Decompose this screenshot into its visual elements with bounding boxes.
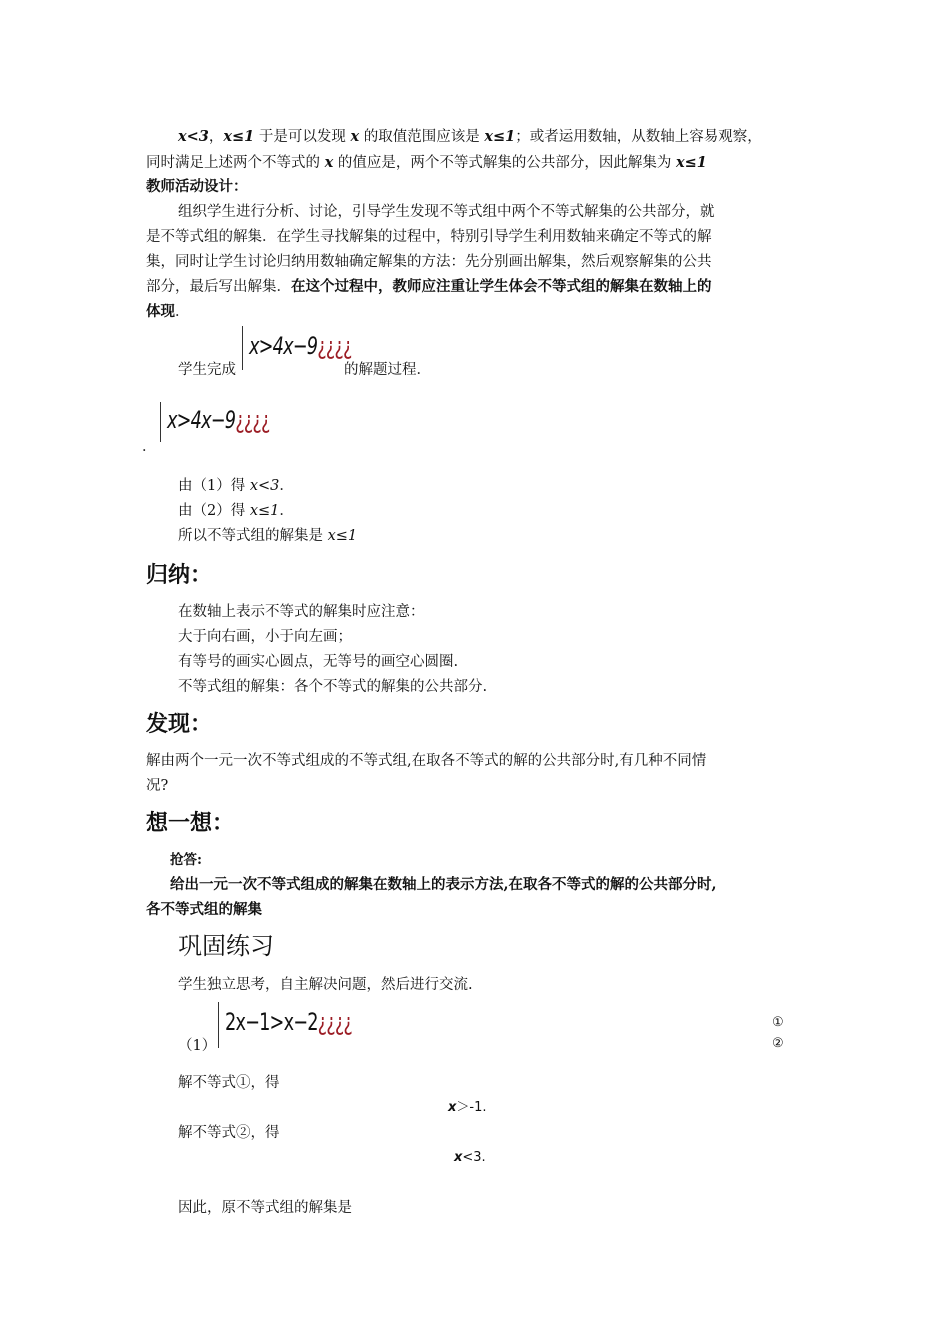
punctuation: ．	[142, 439, 157, 455]
equation	[225, 1008, 352, 1036]
paragraph-line: 给出一元一次不等式组成的解集在数轴上的表示方法,在取各不等式的解的公共部分时,	[170, 876, 717, 893]
section-heading: 教师活动设计：	[146, 178, 248, 195]
paragraph-line: 解不等式①，得	[178, 1075, 280, 1091]
equation-main: x>4x−9	[167, 406, 236, 434]
equation-main: x>4x−9	[249, 332, 318, 360]
math-expr: x≤1	[327, 528, 358, 544]
bold-text: 在这个过程中，教师应注重让学生体会不等式组的解集在数轴上的	[291, 278, 712, 295]
math-expr: x<3	[249, 478, 280, 494]
section-heading: 想一想：	[146, 811, 235, 836]
math-expr: x≤1	[484, 128, 516, 145]
paragraph-line: 不等式组的解集：各个不等式的解集的公共部分.	[178, 679, 488, 695]
text: ．	[279, 478, 294, 494]
text: 由（1）得	[178, 478, 250, 494]
brace	[218, 1002, 221, 1048]
text: ．	[279, 503, 294, 519]
paragraph-line: 况?	[146, 778, 169, 794]
paragraph-line: 学生完成	[178, 362, 236, 378]
math-var: x	[454, 1150, 463, 1165]
sub-heading: 抢答:	[170, 852, 202, 868]
paragraph-line: 的解题过程．	[344, 362, 431, 378]
text: 于是可以发现	[254, 129, 351, 145]
paragraph-line: 大于向右画，小于向左画；	[178, 629, 352, 645]
paragraph-line	[146, 302, 190, 322]
text: ，	[208, 129, 224, 145]
text: 所以不等式组的解集是	[178, 528, 328, 544]
equation-main: 2x−1>x−2	[225, 1008, 318, 1036]
math-expr: x<3	[178, 128, 209, 145]
equation-marker: ①	[772, 1015, 784, 1030]
equation	[249, 332, 352, 360]
section-heading: 巩固练习	[178, 932, 274, 960]
paragraph-line	[178, 127, 762, 147]
paragraph-line: 学生独立思考，自主解决问题，然后进行交流.	[178, 977, 473, 993]
text: 同时满足上述两个不等式的	[146, 155, 325, 171]
paragraph-line: 有等号的画实心圆点，无等号的画空心圆圈.	[178, 654, 459, 670]
section-heading: 发现：	[146, 712, 213, 737]
equation-marker: ②	[772, 1036, 784, 1051]
paragraph-line: 各不等式组的解集	[146, 901, 262, 918]
section-heading: 归纳：	[146, 563, 213, 588]
garbled-glyphs: ¿¿¿¿	[235, 406, 270, 434]
paragraph-line	[178, 476, 294, 496]
paragraph-line: 因此，原不等式组的解集是	[178, 1200, 352, 1216]
paragraph-line: 在数轴上表示不等式的解集时应注意：	[178, 604, 425, 620]
paragraph-line: 组织学生进行分析、讨论，引导学生发现不等式组中两个不等式解集的公共部分，就	[178, 204, 715, 220]
brace	[242, 326, 245, 370]
text: ＞-1.	[456, 1100, 487, 1115]
math-var: x	[448, 1100, 457, 1115]
paragraph-line	[146, 153, 707, 173]
garbled-glyphs: ¿¿¿¿	[317, 332, 352, 360]
math-var: x	[350, 128, 360, 145]
solution-line	[448, 1098, 487, 1118]
equation-system	[160, 402, 292, 446]
text: 由（2）得	[178, 503, 250, 519]
brace	[160, 402, 163, 442]
text: 的取值范围应该是	[359, 129, 485, 145]
text: ．	[175, 304, 190, 320]
math-expr: x≤1	[223, 128, 255, 145]
paragraph-line: 是不等式组的解集．在学生寻找解集的过程中，特别引导学生利用数轴来确定不等式的解	[146, 229, 712, 245]
garbled-glyphs: ¿¿¿¿	[317, 1008, 352, 1036]
paragraph-line: 解不等式②，得	[178, 1125, 280, 1141]
text: <3.	[462, 1150, 486, 1165]
paragraph-line: 集，同时让学生讨论归纳用数轴确定解集的方法：先分别画出解集，然后观察解集的公共	[146, 254, 712, 270]
text: 的值应是，两个不等式解集的公共部分，因此解集为	[333, 155, 676, 171]
equation	[167, 406, 270, 434]
math-expr: x≤1	[249, 503, 280, 519]
math-var: x	[324, 154, 334, 171]
paragraph-line	[146, 277, 712, 297]
solution-line	[454, 1148, 486, 1168]
text: ；或者运用数轴，从数轴上容易观察，	[515, 129, 762, 145]
math-expr: x≤1	[675, 154, 707, 171]
paragraph-line	[178, 501, 294, 521]
paragraph-line: 解由两个一元一次不等式组成的不等式组,在取各不等式的解的公共部分时,有几种不同情	[146, 753, 707, 769]
equation-system	[218, 1002, 380, 1052]
bold-text: 体现	[146, 303, 175, 320]
paragraph-line	[178, 526, 357, 546]
problem-number: （1）	[178, 1038, 217, 1054]
text: 部分，最后写出解集．	[146, 279, 291, 295]
